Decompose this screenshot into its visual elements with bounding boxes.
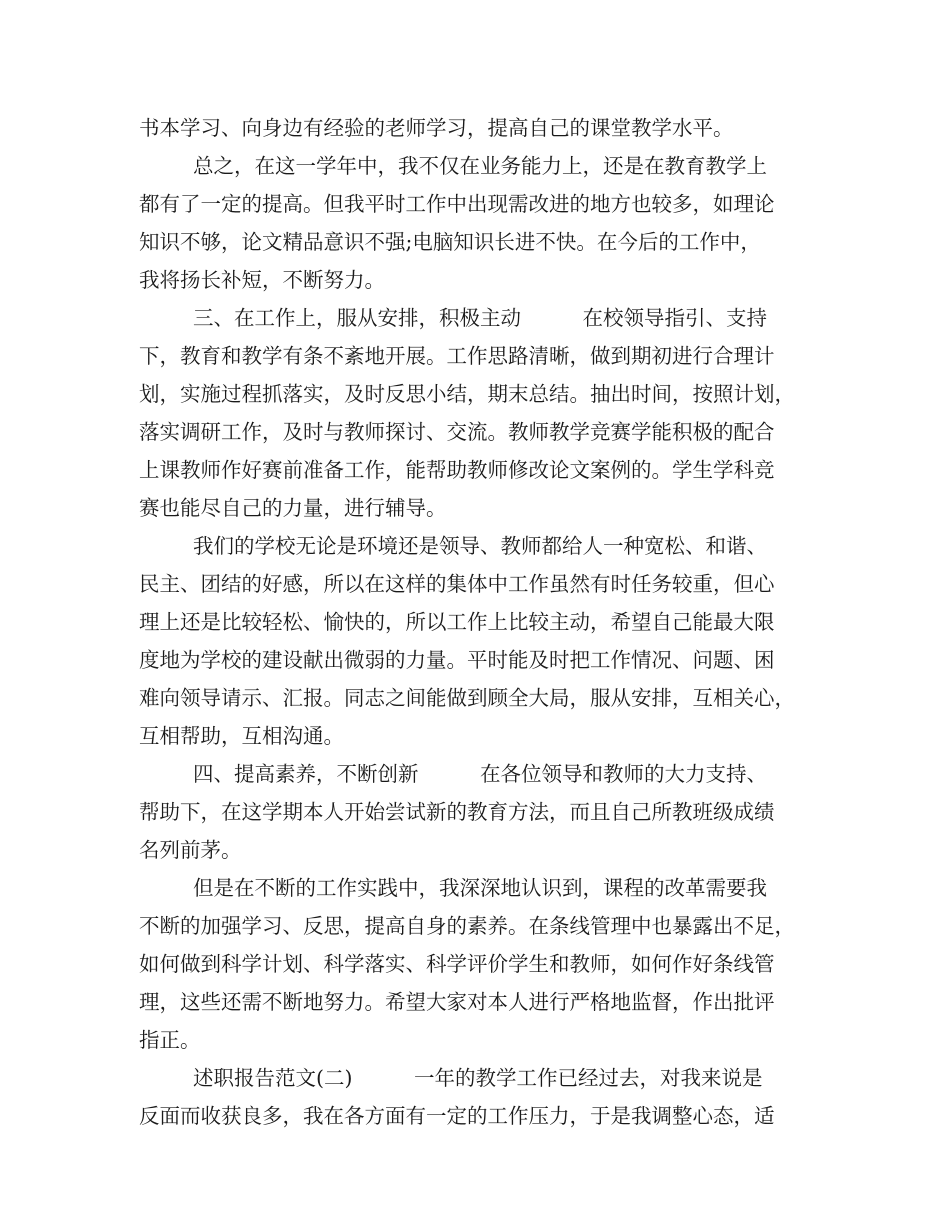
text-line: 落实调研工作，及时与教师探讨、交流。教师教学竞赛学能积极的配合 <box>139 420 775 444</box>
text-line: 我将扬长补短，不断努力。 <box>139 268 385 292</box>
text-line: 赛也能尽自己的力量，进行辅导。 <box>139 496 447 520</box>
text-line: 知识不够，论文精品意识不强;电脑知识长进不快。在今后的工作中， <box>139 230 761 254</box>
text-line: 我们的学校无论是环境还是领导、教师都给人一种宽松、和谐、 <box>193 534 767 558</box>
text-line: 帮助下，在这学期本人开始尝试新的教育方法，而且自己所教班级成绩 <box>139 800 775 824</box>
text-line: 难向领导请示、汇报。同志之间能做到顾全大局，服从安排，互相关心， <box>139 686 795 710</box>
text-line: 书本学习、向身边有经验的老师学习，提高自己的课堂教学水平。 <box>139 116 734 140</box>
text-line: 民主、团结的好感，所以在这样的集体中工作虽然有时任务较重，但心 <box>139 572 775 596</box>
text-line: 理上还是比较轻松、愉快的，所以工作上比较主动，希望自己能最大限 <box>139 610 775 634</box>
text-line: 划，实施过程抓落实，及时反思小结，期末总结。抽出时间，按照计划， <box>139 382 795 406</box>
text-line: 互相帮助，互相沟通。 <box>139 724 344 748</box>
text-line: 上课教师作好赛前准备工作，能帮助教师修改论文案例的。学生学科竞 <box>139 458 775 482</box>
text-line: 都有了一定的提高。但我平时工作中出现需改进的地方也较多，如理论 <box>139 192 775 216</box>
text-line: 指正。 <box>139 1028 201 1052</box>
section-heading-line: 三、在工作上，服从安排，积极主动 在校领导指引、支持 <box>193 306 767 330</box>
text-line: 反面而收获良多，我在各方面有一定的工作压力，于是我调整心态，适 <box>139 1104 775 1128</box>
text-line: 理，这些还需不断地努力。希望大家对本人进行严格地监督，作出批评 <box>139 990 775 1014</box>
text-line: 不断的加强学习、反思，提高自身的素养。在条线管理中也暴露出不足， <box>139 914 795 938</box>
text-line: 下，教育和教学有条不紊地开展。工作思路清晰，做到期初进行合理计 <box>139 344 775 368</box>
section-heading-line: 述职报告范文(二) 一年的教学工作已经过去，对我来说是 <box>193 1066 763 1090</box>
text-line: 但是在不断的工作实践中，我深深地认识到，课程的改革需要我 <box>193 876 767 900</box>
text-line: 名列前茅。 <box>139 838 242 862</box>
text-line: 度地为学校的建设献出微弱的力量。平时能及时把工作情况、问题、困 <box>139 648 775 672</box>
section-heading-line: 四、提高素养，不断创新 在各位领导和教师的大力支持、 <box>193 762 767 786</box>
text-line: 如何做到科学计划、科学落实、科学评价学生和教师，如何作好条线管 <box>139 952 775 976</box>
text-line: 总之，在这一学年中，我不仅在业务能力上，还是在教育教学上 <box>193 154 767 178</box>
